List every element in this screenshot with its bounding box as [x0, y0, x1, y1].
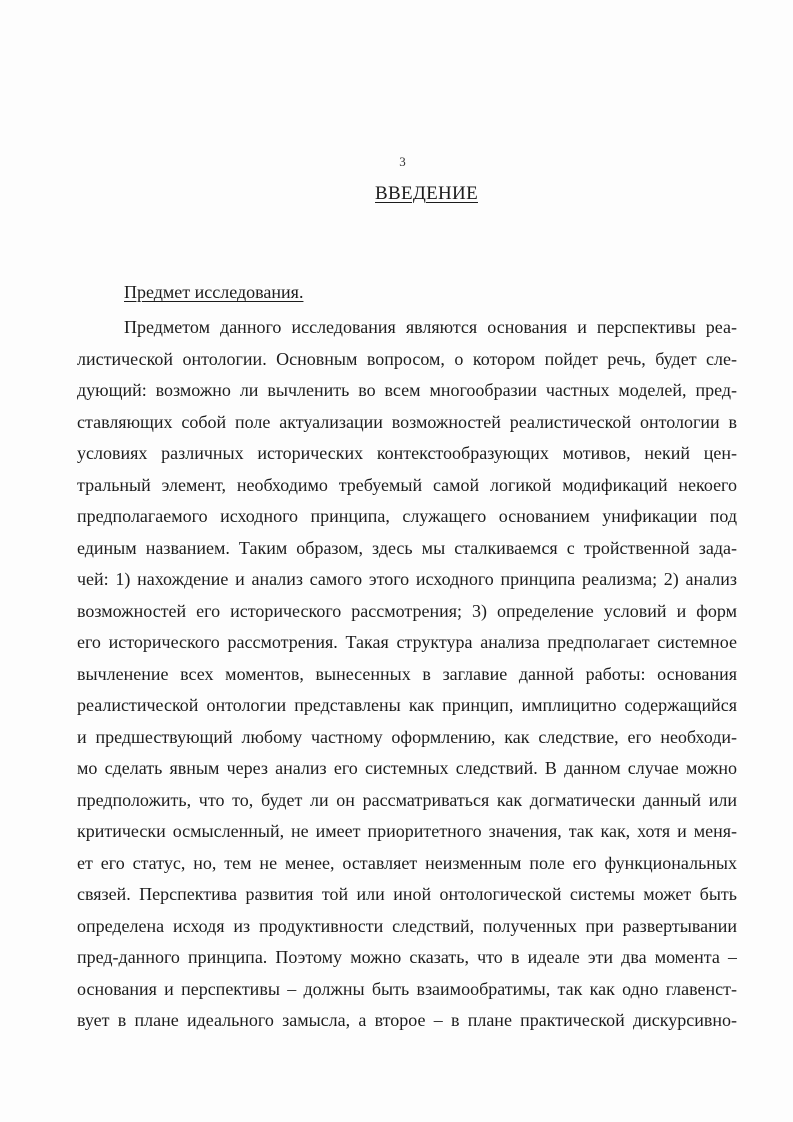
paragraph-line: условиях различных исторических контекстообразующих мотивов, некий цен- [77, 443, 737, 463]
paragraph-line: основания и перспективы – должны быть взаимообратимы, так как одно главенст- [77, 978, 737, 999]
page-number: 3 [399, 154, 406, 169]
paragraph-line: критически осмысленный, не имеет приоритетного значения, так как, хотя и меня- [77, 821, 737, 841]
paragraph-line: листической онтологии. Основным вопросом, о котором пойдет речь, будет сле- [77, 348, 737, 369]
page-heading: ВВЕДЕНИЕ [375, 183, 478, 204]
paragraph-line: чей: 1) нахождение и анализ самого этого исходного принципа реализма; 2) анализ [77, 569, 737, 589]
paragraph-line: возможностей его исторического рассмотрения; 3) определение условий и форм [77, 600, 737, 621]
paragraph-line: его исторического рассмотрения. Такая структура анализа предполагает системное [77, 632, 737, 652]
paragraph-line: связей. Перспектива развития той или иной онтологической системы может быть [77, 884, 737, 904]
paragraph-line: единым названием. Таким образом, здесь мы сталкиваемся с тройственной зада- [77, 537, 737, 558]
paragraph-line: тральный элемент, необходимо требуемый самой логикой модификаций некоего [77, 474, 737, 495]
paragraph-line: и предшествующий любому частному оформлению, как следствие, его необходи- [77, 726, 737, 747]
paragraph-line: предполагаемого исходного принципа, служащего основанием унификации под [77, 506, 737, 526]
paragraph-line: определена исходя из продуктивности следствий, полученных при развертывании [77, 915, 737, 936]
paragraph-line: ставляющих собой поле актуализации возможностей реалистической онтологии в [77, 411, 737, 432]
paragraph-line: Предметом данного исследования являются основания и перспективы реа- [124, 317, 737, 337]
paragraph-line: реалистической онтологии представлены как принцип, имплицитно содержащийся [77, 695, 737, 715]
paragraph-line: пред-данного принципа. Поэтому можно сказать, что в идеале эти два момента – [77, 947, 737, 967]
paragraph-line: предположить, что то, будет ли он рассматриваться как догматически данный или [77, 789, 737, 810]
paragraph [77, 312, 737, 1037]
paragraph-line: вычленение всех моментов, вынесенных в заглавие данной работы: основания [77, 663, 737, 684]
paragraph-line: вует в плане идеального замысла, а второе – в плане практической дискурсивно- [77, 1010, 737, 1030]
paragraph-line: дующий: возможно ли вычленить во всем многообразии частных моделей, пред- [77, 380, 737, 400]
section-title: Предмет исследования. [124, 282, 304, 302]
paragraph-line: мо сделать явным через анализ его системных следствий. В данном случае можно [77, 758, 737, 778]
paragraph-line: ет его статус, но, тем не менее, оставляет неизменным поле его функциональных [77, 852, 737, 873]
